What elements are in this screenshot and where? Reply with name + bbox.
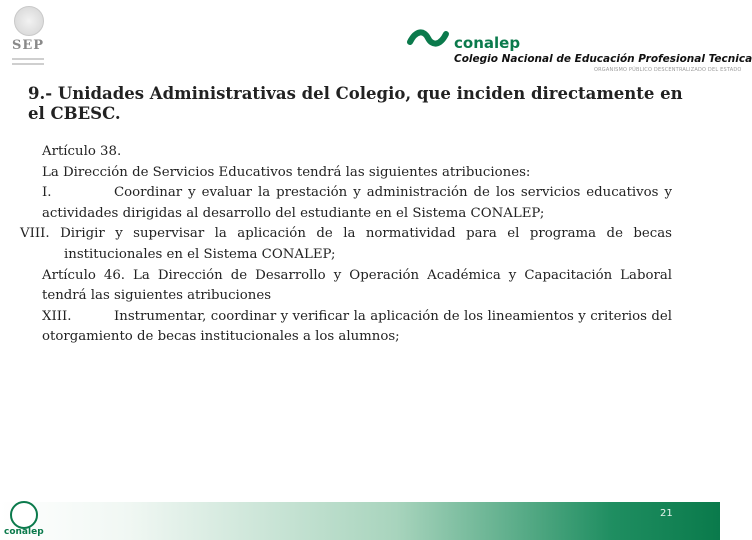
article-38-intro: La Dirección de Servicios Educativos tendrá las siguientes atribuciones: <box>42 164 531 180</box>
item-number: XIII. <box>42 308 72 324</box>
conalep-mark-icon <box>408 28 448 52</box>
list-item <box>20 224 672 265</box>
heading-number: 9.- <box>28 84 53 103</box>
footer-logo-word: conalep <box>4 527 44 537</box>
article-46-text: Artículo 46. La Dirección de Desarrollo y Operación Académica y Capacitación Laboral tendrá las siguientes atribuciones <box>42 267 672 304</box>
list-item <box>42 307 672 348</box>
conalep-badge-icon <box>10 501 38 529</box>
item-number: VIII. <box>20 226 50 242</box>
sep-logo-text: SEP <box>11 38 45 53</box>
heading-text: Unidades Administrativas del Colegio, que inciden directamente en el CBESC. <box>28 84 683 123</box>
section-heading <box>28 84 688 124</box>
mexico-seal-icon <box>14 6 44 36</box>
article-38-title: Artículo 38. <box>42 144 122 159</box>
page-number: 21 <box>660 508 673 519</box>
sep-logo <box>6 6 50 70</box>
sep-logo-line <box>12 63 44 65</box>
conalep-subtitle: ORGANISMO PÚBLICO DESCENTRALIZADO DEL ESTADO <box>594 67 742 73</box>
conalep-brand: conalep <box>454 34 521 52</box>
sep-logo-line <box>12 58 44 60</box>
footer-bar <box>0 502 720 540</box>
footer-logo <box>4 501 44 539</box>
document-body <box>20 142 672 348</box>
item-text: Instrumentar, coordinar y verificar la aplicación de los lineamientos y criterios del otorgamiento de becas institucionales a los alumnos; <box>42 308 672 345</box>
list-item <box>42 183 672 224</box>
item-number: I. <box>42 185 52 201</box>
item-text: Dirigir y supervisar la aplicación de la normatividad para el programa de becas institucionales en el Sistema CONALEP; <box>60 226 672 262</box>
conalep-full-name: Colegio Nacional de Educación Profesional Tecnica <box>454 53 752 65</box>
item-text: Coordinar y evaluar la prestación y administración de los servicios educativos y actividades dirigidas al desarrollo del estudiante en el Sistema CONALEP; <box>42 185 672 221</box>
conalep-header-logo <box>408 24 752 74</box>
